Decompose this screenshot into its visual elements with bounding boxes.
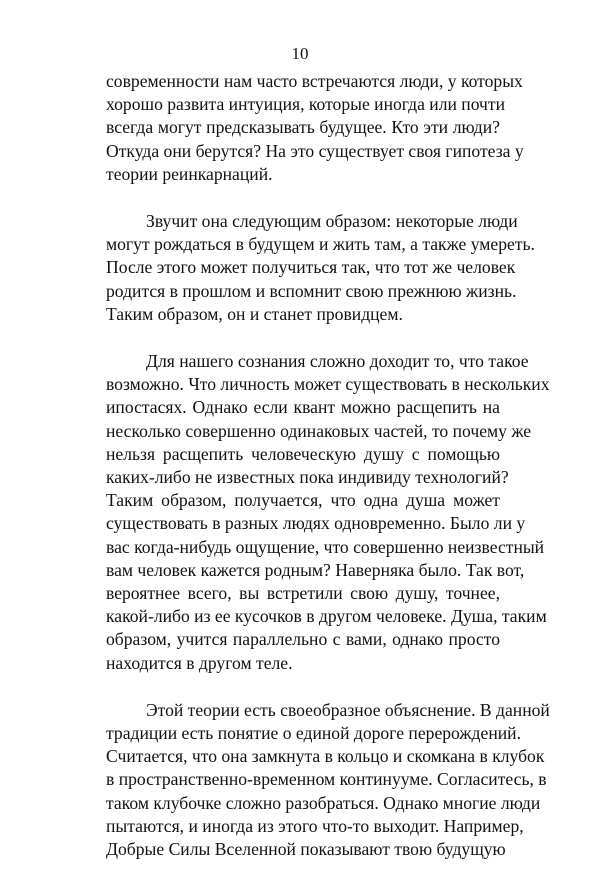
text-line: Добрые Силы Вселенной показывают твою будущую (106, 839, 506, 860)
text-line: всегда могут предсказывать будущее. Кто эти люди? (106, 117, 500, 138)
text-line: существовать в разных людях одновременно. Было ли у (106, 513, 526, 534)
text-line: После этого может получиться так, что тот же человек (106, 257, 516, 278)
text-line: Таким образом, он и станет провидцем. (106, 303, 403, 324)
text-line: вам человек кажется родным? Наверняка было. Так вот, (106, 559, 525, 580)
text-line: пытаются, и иногда из этого что-то выходит. Например, (106, 815, 524, 836)
text-line: вас когда-нибудь ощущение, что совершенно неизвестный (106, 536, 545, 557)
text-line: Считается, что она замкнута в кольцо и скомкана в клубок (106, 746, 545, 767)
text-line: вероятнее всего, вы встретили свою душу, точнее, (106, 583, 500, 604)
text-line: находится в другом теле. (106, 652, 293, 673)
text-line: нельзя расщепить человеческую душу с помощью (106, 443, 500, 464)
page-number: 10 (291, 44, 309, 63)
text-line: традиции есть понятие о единой дороге перерождений. (106, 723, 521, 744)
text-line: теории реинкарнаций. (106, 163, 273, 184)
text-line: могут рождаться в будущем и жить там, а также умереть. (106, 234, 535, 255)
text-line: Откуда они берутся? На это существует своя гипотеза у (106, 140, 524, 161)
text-line: несколько совершенно одинаковых частей, то почему же (106, 420, 532, 441)
paragraph-3 (106, 350, 550, 675)
text-line: таком клубочке сложно разобраться. Однако многие люди (106, 792, 541, 813)
text-line: современности нам часто встречаются люди, у которых (106, 71, 523, 91)
paragraph-2 (106, 210, 535, 326)
text-line: какой-либо из ее кусочков в другом человеке. Душа, таким (106, 606, 547, 627)
text-line: родится в прошлом и вспомнит свою прежнюю жизнь. (106, 280, 517, 301)
text-line: в пространственно-временном континууме. Согласитесь, в (106, 769, 547, 790)
text-line: каких-либо не известных пока индивиду технологий? (106, 467, 509, 488)
text-line: ипостасях. Однако если квант можно расщепить на (106, 397, 500, 418)
document-body (106, 70, 550, 885)
paragraph-4 (106, 699, 550, 861)
paragraph-1 (106, 70, 524, 186)
text-line: Таким образом, получается, что одна душа может (106, 490, 500, 511)
text-line: Этой теории есть своеобразное объяснение. В данной (146, 699, 550, 720)
text-line: хорошо развита интуиция, которые иногда или почти (106, 94, 506, 115)
text-line: Звучит она следующим образом: некоторые люди (146, 211, 518, 232)
text-line: возможно. Что личность может существовать в нескольких (106, 374, 550, 395)
text-line: Для нашего сознания сложно доходит то, что такое (146, 351, 529, 372)
text-line: образом, учится параллельно с вами, однако просто (106, 629, 500, 650)
